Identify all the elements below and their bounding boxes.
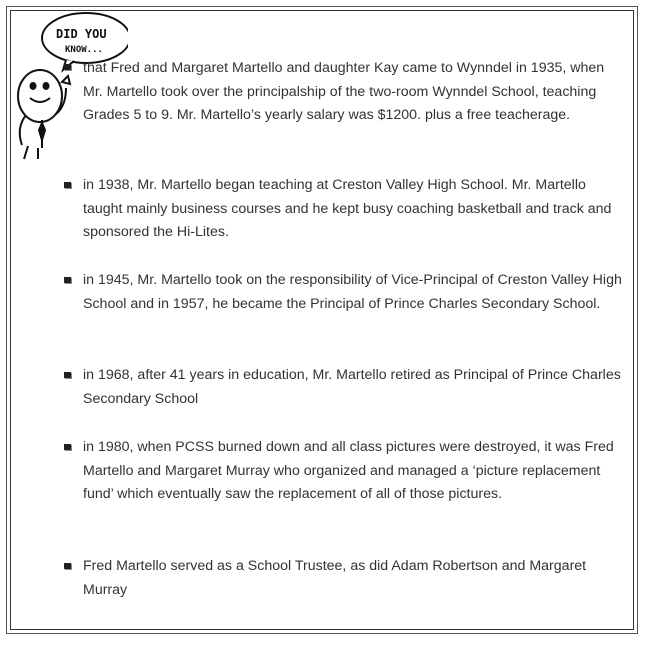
stick-figure xyxy=(18,70,70,159)
bullet-icon xyxy=(64,64,71,70)
fact-text: in 1938, Mr. Martello began teaching at Creston Valley High School. Mr. Martello taught mainly business courses and he kept busy coaching basketball and track and sponsored the Hi-Lites. xyxy=(83,177,612,240)
fact-text: in 1945, Mr. Martello took on the responsibility of Vice-Principal of Creston Valley High School and in 1957, he became the Principal of Prince Charles Secondary School. xyxy=(83,272,622,312)
bullet-icon xyxy=(64,372,71,378)
fact-text: that Fred and Margaret Martello and daughter Kay came to Wynndel in 1935, when Mr. Martello took over the principalship of the two-room Wynndel School, teaching Grades 5 to 9. Mr. Martello’s yearly salary was $1200. plus a free teacherage. xyxy=(83,60,605,123)
bullet-icon xyxy=(64,563,71,569)
bullet-icon xyxy=(64,182,71,188)
fact-text: in 1980, when PCSS burned down and all class pictures were destroyed, it was Fred Martello and Margaret Murray who organized and managed a ‘picture replacement fund’ which eventually saw the replacement of all of those pictures. xyxy=(83,439,614,502)
bubble-line-1: DID YOU xyxy=(56,27,107,41)
bullet-icon xyxy=(64,277,71,283)
bullet-icon xyxy=(64,444,71,450)
bubble-line-2: KNOW... xyxy=(65,45,103,55)
fact-text: in 1968, after 41 years in education, Mr. Martello retired as Principal of Prince Charles Secondary School xyxy=(83,367,621,407)
fact-text: Fred Martello served as a School Trustee, as did Adam Robertson and Margaret Murray xyxy=(83,558,587,598)
